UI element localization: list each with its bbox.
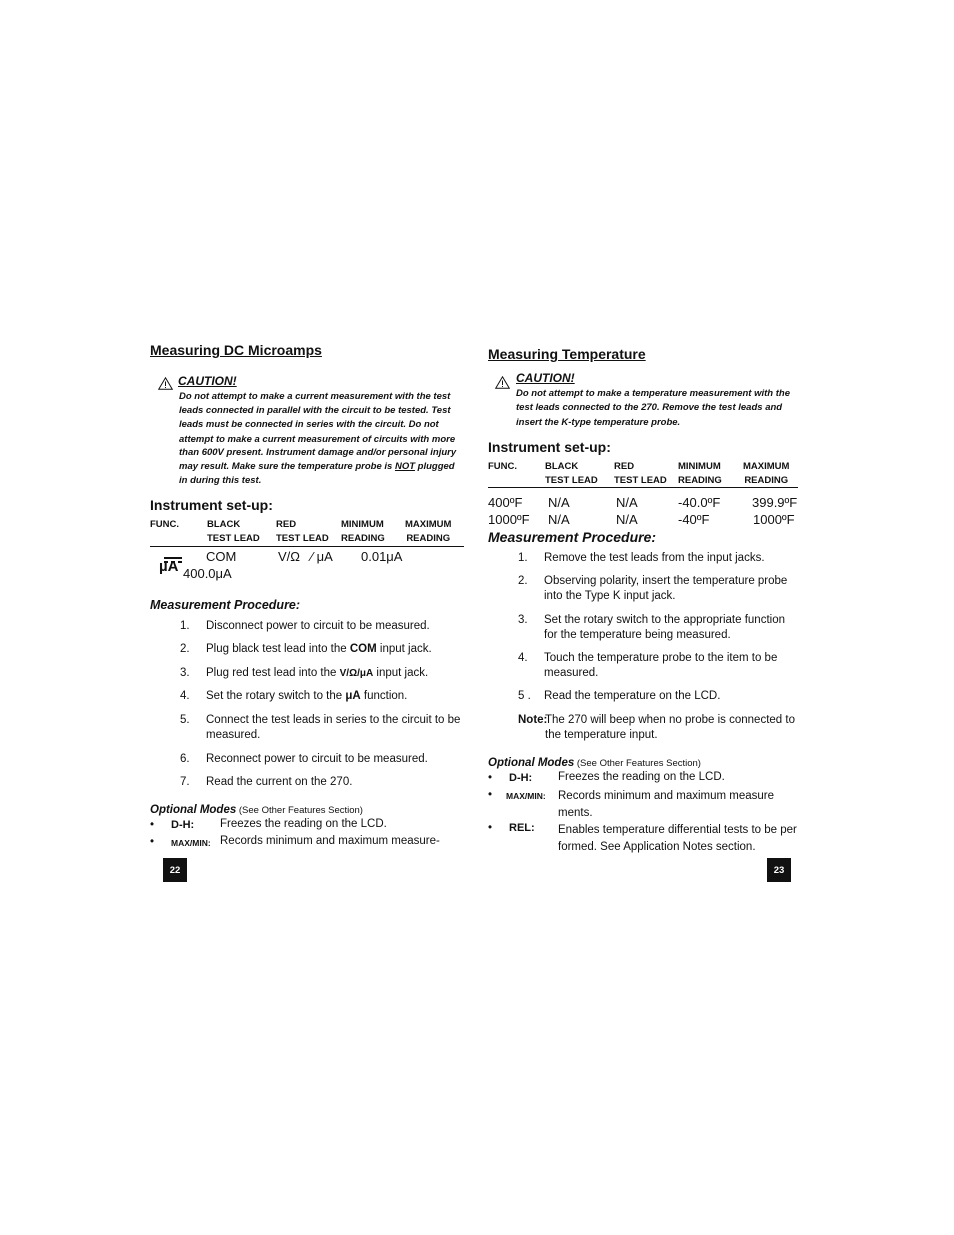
table-cell: 1000ºF	[488, 512, 530, 527]
table-cell: N/A	[548, 495, 570, 510]
left-th-black: BLACK TEST LEAD	[207, 519, 260, 544]
table-cell: 399.9ºF	[752, 495, 798, 510]
mode-key: D-H:	[509, 772, 533, 784]
step-text: Observing polarity, insert the temperature probe into the Type K input jack.	[544, 575, 788, 602]
step-number: 4.	[180, 690, 190, 702]
mode-key: REL:	[509, 822, 535, 834]
mode-key: MAX/MIN:	[171, 838, 211, 848]
step-number: 1.	[518, 552, 528, 564]
bullet-icon: •	[150, 819, 155, 831]
left-td-red: V/Ω ⁄ μA	[278, 549, 333, 564]
left-th-max: MAXIMUM READING	[405, 519, 452, 544]
mode-key: MAX/MIN:	[506, 791, 546, 801]
right-th-max: MAXIMUM READING	[743, 461, 790, 486]
right-optional-modes: Optional Modes (See Other Features Section)	[488, 757, 701, 769]
step-number: 2.	[180, 643, 190, 655]
step-number: 7.	[180, 776, 190, 788]
func-ua-symbol: µA	[159, 558, 179, 575]
left-th-func: FUNC.	[150, 519, 180, 530]
caution-title: CAUTION!	[516, 371, 575, 385]
caution-text: Do not attempt to make a temperature measurement with the test leads connected to the 270. Remove the test leads and insert the K-type temperature probe.	[516, 388, 790, 429]
step-number: 5.	[180, 714, 190, 726]
step-number: 6.	[180, 753, 190, 765]
left-th-red: RED TEST LEAD	[276, 519, 329, 544]
left-td-min: 0.01μA	[361, 549, 403, 564]
mode-text: Freezes the reading on the LCD.	[558, 771, 725, 783]
page-number-right: 23	[767, 858, 791, 882]
step-text: Read the current on the 270.	[206, 776, 353, 788]
right-th-min: MINIMUM READING	[678, 461, 722, 486]
left-optional-modes: Optional Modes (See Other Features Section)	[150, 804, 363, 816]
step-number: 2.	[518, 575, 528, 587]
right-th-black: BLACK TEST LEAD	[545, 461, 598, 486]
left-td-max: 400.0μA	[183, 566, 232, 581]
table-cell: N/A	[616, 512, 638, 527]
mode-key: D-H:	[171, 819, 195, 831]
table-cell: -40.0ºF	[678, 495, 721, 510]
step-number: 3.	[180, 667, 190, 679]
caution-title: CAUTION!	[178, 374, 237, 388]
bullet-icon: •	[488, 822, 493, 834]
mode-text: Freezes the reading on the LCD.	[220, 818, 387, 830]
bullet-icon: •	[488, 789, 493, 801]
step-text: Plug red test lead into the V/Ω/μA input jack.	[206, 667, 429, 679]
bullet-icon: •	[150, 836, 155, 848]
table-cell: 400ºF	[488, 495, 523, 510]
bullet-icon: •	[488, 772, 493, 784]
left-procedure-title: Measurement Procedure:	[150, 598, 301, 612]
warning-icon	[495, 376, 510, 389]
step-text: Set the rotary switch to the μA function.	[206, 690, 408, 702]
step-text: Set the rotary switch to the appropriate function for the temperature being measured.	[544, 614, 785, 641]
step-text: Connect the test leads in series to the circuit to be measured.	[206, 714, 461, 741]
mode-text: Records minimum and maximum measure-	[220, 835, 440, 847]
left-td-black: COM	[206, 549, 237, 564]
step-number: 3.	[518, 614, 528, 626]
step-text: Touch the temperature probe to the item to be measured.	[544, 652, 778, 679]
table-cell: -40ºF	[678, 512, 710, 527]
right-setup-title: Instrument set-up:	[488, 439, 611, 455]
right-th-func: FUNC.	[488, 461, 518, 472]
right-procedure-title: Measurement Procedure:	[488, 529, 657, 545]
note-text: The 270 will beep when no probe is connected to the temperature input.	[545, 714, 795, 741]
right-section-title: Measuring Temperature	[488, 346, 646, 362]
step-number: 4.	[518, 652, 528, 664]
note-label: Note:	[518, 714, 548, 726]
caution-text: Do not attempt to make a current measurement with the test leads connected in parallel with the circuit to be tested. Test leads must be connected in series with the circuit. Do not attempt to make a current measurement of circuits with more than 600V present. Instrument damage and/or personal injury may result. Make sure the temperature probe is NOT plugged in during this test.	[179, 391, 457, 486]
left-setup-title: Instrument set-up:	[150, 497, 273, 513]
step-text: Disconnect power to circuit to be measured.	[206, 620, 430, 632]
mode-text: Records minimum and maximum measure ments.	[558, 790, 775, 819]
table-cell: 1000ºF	[753, 512, 795, 527]
right-th-red: RED TEST LEAD	[614, 461, 667, 486]
step-text: Reconnect power to circuit to be measured.	[206, 753, 428, 765]
page-number-left: 22	[163, 858, 187, 882]
step-text: Remove the test leads from the input jacks.	[544, 552, 765, 564]
warning-icon	[158, 377, 173, 390]
right-table-rule	[488, 487, 798, 488]
step-number: 1.	[180, 620, 190, 632]
step-number: 5 .	[518, 690, 531, 702]
mode-text: Enables temperature differential tests to be per formed. See Application Notes section.	[558, 824, 797, 853]
step-text: Plug black test lead into the COM input jack.	[206, 643, 432, 655]
left-th-min: MINIMUM READING	[341, 519, 385, 544]
step-text: Read the temperature on the LCD.	[544, 690, 721, 702]
table-cell: N/A	[548, 512, 570, 527]
left-table-rule	[150, 546, 464, 547]
table-cell: N/A	[616, 495, 638, 510]
left-section-title: Measuring DC Microamps	[150, 342, 322, 358]
